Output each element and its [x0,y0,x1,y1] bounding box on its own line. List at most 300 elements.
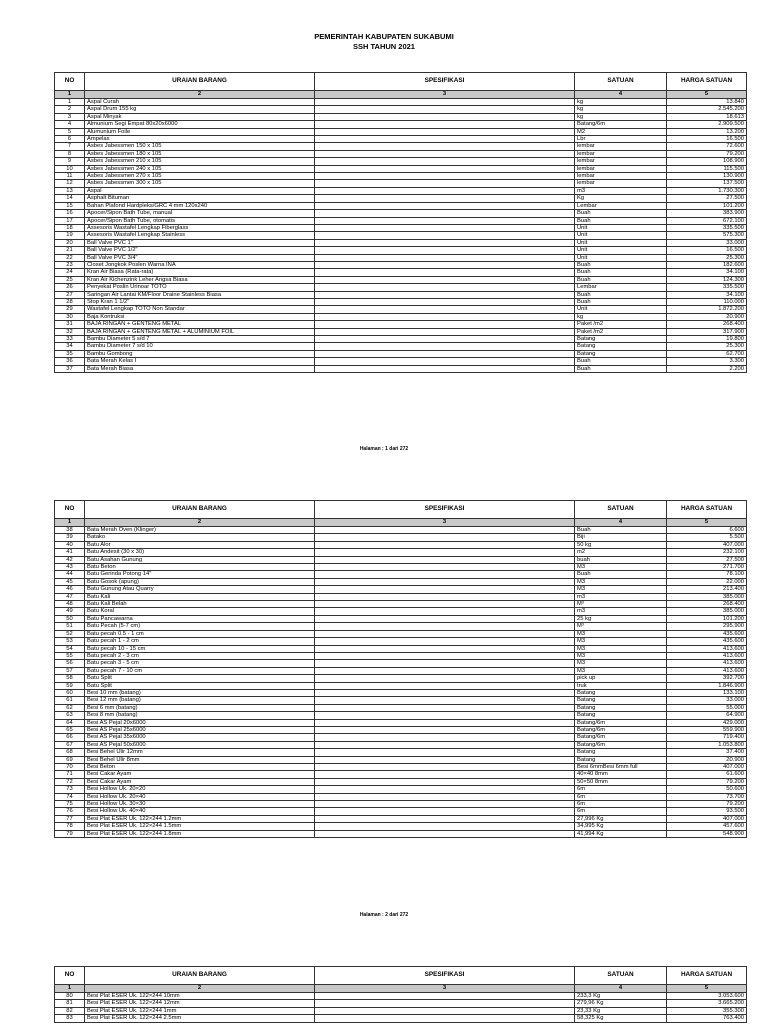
cell-item-name: BAJA RINGAN + GENTENG METAL [85,321,315,328]
column-number-specification: 3 [315,519,575,527]
table-row [55,306,747,313]
cell-no: 72 [55,778,85,785]
cell-unit-price: 34.100 [667,291,747,298]
column-header-unit-price: HARGA SATUAN [667,967,747,985]
table-row [55,830,747,837]
table-row [55,667,747,674]
cell-unit-price: 124.300 [667,276,747,283]
table-row [55,601,747,608]
cell-no: 15 [55,202,85,209]
cell-item-name: Batu pecah 10 - 15 cm [85,645,315,652]
cell-unit-price: 79.200 [667,150,747,157]
cell-no: 29 [55,306,85,313]
cell-unit-price: 268.400 [667,321,747,328]
cell-unit-price: 385.000 [667,593,747,600]
table-row [55,195,747,202]
cell-specification [315,793,575,800]
table-row [55,1007,747,1014]
cell-unit: Buah [575,571,667,578]
cell-no: 46 [55,586,85,593]
cell-unit: M3 [575,667,667,674]
cell-item-name: Besi AS Pejal 20x6000 [85,719,315,726]
cell-specification [315,734,575,741]
cell-specification [315,741,575,748]
cell-specification [315,689,575,696]
column-header-no: NO [55,967,85,985]
cell-no: 26 [55,284,85,291]
cell-unit: Batang [575,350,667,357]
table-row [55,106,747,113]
cell-unit: M2 [575,128,667,135]
cell-unit-price: 72.600 [667,143,747,150]
table-row [55,638,747,645]
cell-unit-price: 392.700 [667,675,747,682]
cell-no: 39 [55,534,85,541]
table-row [55,660,747,667]
cell-specification [315,667,575,674]
cell-specification [315,202,575,209]
table-row [55,689,747,696]
cell-specification [315,697,575,704]
cell-unit-price: 317.900 [667,328,747,335]
cell-item-name: Asbes Jabessmen 270 x 105 [85,173,315,180]
table-row [55,630,747,637]
cell-specification [315,254,575,261]
cell-unit: Lbr [575,136,667,143]
table-row [55,564,747,571]
cell-specification [315,328,575,335]
cell-specification [315,578,575,585]
cell-no: 11 [55,173,85,180]
cell-item-name: Besi Plat ESER Uk. 122×244 2.5mm [85,1015,315,1022]
table-row [55,726,747,733]
cell-item-name: Batu Split [85,675,315,682]
cell-specification [315,756,575,763]
table-row [55,615,747,622]
cell-unit: Buah [575,291,667,298]
cell-unit-price: 16.500 [667,136,747,143]
table-row [55,217,747,224]
cell-item-name: Asbes Jabessmen 300 x 105 [85,180,315,187]
cell-unit: 34,995 Kg [575,823,667,830]
table-row [55,298,747,305]
cell-no: 27 [55,291,85,298]
cell-item-name: Bambu Diameter 5 s/d 7 [85,336,315,343]
cell-unit-price: 13.840 [667,99,747,106]
cell-specification [315,173,575,180]
cell-item-name: Batu Asahan Gunung [85,556,315,563]
cell-unit: 6m [575,793,667,800]
cell-no: 45 [55,578,85,585]
cell-specification [315,719,575,726]
cell-unit: Batang [575,343,667,350]
cell-unit-price: 64.900 [667,712,747,719]
cell-unit: 58,325 Kg [575,1015,667,1022]
cell-item-name: Besi Cakar Ayam [85,778,315,785]
cell-unit-price: 27.500 [667,195,747,202]
cell-item-name: Aspal Minyak [85,113,315,120]
cell-unit-price: 55.000 [667,704,747,711]
cell-unit-price: 1.053.800 [667,741,747,748]
cell-specification [315,136,575,143]
cell-unit-price: 763.400 [667,1015,747,1022]
cell-specification [315,224,575,231]
cell-unit: Lembar [575,284,667,291]
cell-item-name: Kran Air Biasa (Rata-rata) [85,269,315,276]
table-row [55,764,747,771]
cell-unit-price: 268.400 [667,601,747,608]
cell-no: 1 [55,99,85,106]
cell-unit: lembar [575,143,667,150]
table-row [55,749,747,756]
cell-no: 36 [55,358,85,365]
cell-item-name: Asbes Jabessmen 150 x 105 [85,143,315,150]
cell-no: 73 [55,786,85,793]
cell-specification [315,638,575,645]
cell-no: 61 [55,697,85,704]
cell-item-name: Besi Plat ESER Uk. 122×244 1mm [85,1007,315,1014]
cell-item-name: Batu Kali [85,593,315,600]
table-row [55,254,747,261]
cell-item-name: Aspal [85,187,315,194]
cell-specification [315,217,575,224]
cell-unit-price: 182.600 [667,261,747,268]
cell-unit-price: 101.200 [667,202,747,209]
cell-no: 12 [55,180,85,187]
cell-unit-price: 20.900 [667,313,747,320]
cell-no: 77 [55,815,85,822]
cell-unit: kg [575,106,667,113]
cell-no: 18 [55,224,85,231]
cell-unit-price: 137.500 [667,180,747,187]
cell-item-name: Aspal Drum 155 kg [85,106,315,113]
cell-item-name: Asbes Jabessmen 240 x 105 [85,165,315,172]
table-row [55,173,747,180]
table-row [55,741,747,748]
table-row [55,224,747,231]
cell-unit: 279,96 Kg [575,1000,667,1007]
cell-specification [315,726,575,733]
cell-item-name: Bambu Diameter 7 s/d 10 [85,343,315,350]
cell-no: 37 [55,365,85,372]
cell-unit-price: 719.400 [667,734,747,741]
cell-unit-price: 383.900 [667,210,747,217]
table-row [55,712,747,719]
table-row [55,261,747,268]
cell-specification [315,261,575,268]
cell-unit: M3 [575,652,667,659]
document-title: PEMERINTAH KABUPATEN SUKABUMI [314,32,454,41]
cell-specification [315,276,575,283]
column-header-specification: SPESIFIKASI [315,967,575,985]
cell-no: 42 [55,556,85,563]
table-row [55,815,747,822]
table-row [55,645,747,652]
cell-unit-price: 429.000 [667,719,747,726]
column-number-no: 1 [55,519,85,527]
cell-unit: M3 [575,638,667,645]
cell-no: 7 [55,143,85,150]
cell-unit-price: 213.400 [667,586,747,593]
cell-specification [315,1015,575,1022]
cell-unit-price: 672.100 [667,217,747,224]
cell-unit: Buah [575,210,667,217]
cell-specification [315,645,575,652]
cell-specification [315,350,575,357]
cell-specification [315,158,575,165]
cell-item-name: Apocer/Sipon Bath Tube, manual [85,210,315,217]
cell-unit-price: 413.600 [667,652,747,659]
cell-no: 70 [55,764,85,771]
cell-no: 40 [55,541,85,548]
cell-unit: 50×50 8mm [575,778,667,785]
cell-item-name: Batu Split [85,682,315,689]
cell-unit: lembar [575,165,667,172]
cell-item-name: Saringan Air Lantai KM/Floor Draine Stainless Biasa [85,291,315,298]
cell-no: 81 [55,1000,85,1007]
column-header-unit-price: HARGA SATUAN [667,501,747,519]
table-row [55,158,747,165]
cell-unit-price: 435.600 [667,638,747,645]
cell-item-name: Ball Valve PVC 1/2" [85,247,315,254]
cell-item-name: Batu Pecah (5-7 cm) [85,623,315,630]
cell-no: 6 [55,136,85,143]
cell-unit: Batang/6m [575,719,667,726]
cell-unit-price: 559.900 [667,726,747,733]
cell-unit: lembar [575,150,667,157]
cell-unit: m3 [575,608,667,615]
table-row [55,113,747,120]
cell-unit-price: 413.600 [667,660,747,667]
column-header-unit: SATUAN [575,73,667,91]
table-row [55,541,747,548]
cell-unit-price: 18.613 [667,113,747,120]
cell-no: 10 [55,165,85,172]
column-number-unit: 4 [575,519,667,527]
table-row [55,365,747,372]
cell-item-name: Closet Jongkok Poslen Warna INA [85,261,315,268]
cell-specification [315,306,575,313]
cell-item-name: Bata Merah Kelas I [85,358,315,365]
cell-unit-price: 355.300 [667,1007,747,1014]
cell-no: 53 [55,638,85,645]
cell-unit: Unit [575,224,667,231]
cell-item-name: Bahan Plafond Hardpleks/GRC 4 mm 120x240 [85,202,315,209]
cell-specification [315,615,575,622]
cell-item-name: Besi Plat ESER Uk. 122×244 10mm [85,993,315,1000]
cell-unit-price: 3.300 [667,358,747,365]
cell-unit-price: 73.700 [667,793,747,800]
cell-item-name: Kran Air Kichenzink Leher Angsa Biasa [85,276,315,283]
cell-no: 32 [55,328,85,335]
cell-item-name: Besi 8 mm (batang) [85,712,315,719]
cell-unit: Batang/6m [575,734,667,741]
cell-item-name: Besi AS Pejal 50x6000 [85,741,315,748]
cell-no: 48 [55,601,85,608]
cell-unit: 40×40 8mm [575,771,667,778]
cell-specification [315,291,575,298]
cell-unit-price: 33.000 [667,697,747,704]
cell-specification [315,284,575,291]
table-row [55,165,747,172]
cell-specification [315,1007,575,1014]
cell-specification [315,269,575,276]
cell-unit: Buah [575,298,667,305]
cell-specification [315,99,575,106]
cell-unit: M3 [575,564,667,571]
cell-specification [315,815,575,822]
column-number-specification: 3 [315,985,575,993]
cell-item-name: Batu Gosok (apung) [85,578,315,585]
cell-specification [315,778,575,785]
document-subtitle: SSH TAHUN 2021 [353,42,415,51]
cell-no: 62 [55,704,85,711]
table-row [55,608,747,615]
cell-item-name: Bambu Gombong [85,350,315,357]
table-row [55,704,747,711]
table-row [55,593,747,600]
cell-item-name: Ball Valve PVC 3/4" [85,254,315,261]
cell-no: 79 [55,830,85,837]
column-number-unit-price: 5 [667,91,747,99]
cell-unit-price: 16.500 [667,247,747,254]
cell-specification [315,556,575,563]
cell-specification [315,786,575,793]
cell-item-name: BAJA RINGAN + GENTENG METAL + ALUMINIUM FOIL [85,328,315,335]
cell-specification [315,143,575,150]
cell-no: 68 [55,749,85,756]
cell-unit: Buah [575,261,667,268]
cell-unit-price: 6.600 [667,527,747,534]
column-header-unit: SATUAN [575,501,667,519]
cell-unit: Kg [575,195,667,202]
cell-item-name: Batu Beton [85,564,315,571]
column-header-unit: SATUAN [575,967,667,985]
cell-item-name: Besi 6 mm (batang) [85,704,315,711]
cell-specification [315,623,575,630]
cell-no: 59 [55,682,85,689]
cell-specification [315,336,575,343]
cell-unit-price: 133.100 [667,689,747,696]
cell-unit: buah [575,556,667,563]
cell-unit: Batang [575,704,667,711]
cell-no: 56 [55,660,85,667]
cell-specification [315,106,575,113]
column-number-specification: 3 [315,91,575,99]
table-row [55,232,747,239]
cell-unit-price: 335.500 [667,284,747,291]
cell-unit: Buah [575,269,667,276]
cell-item-name: Besi AS Pejal 25x6000 [85,726,315,733]
table-row [55,993,747,1000]
cell-unit: Unit [575,247,667,254]
cell-unit-price: 62.700 [667,350,747,357]
cell-no: 60 [55,689,85,696]
table-row [55,719,747,726]
cell-no: 52 [55,630,85,637]
cell-unit-price: 27.500 [667,556,747,563]
cell-unit: Unit [575,239,667,246]
table-row [55,343,747,350]
cell-unit-price: 25.300 [667,343,747,350]
cell-item-name: Besi Plat ESER Uk. 122×244 1.8mm [85,830,315,837]
cell-specification [315,313,575,320]
cell-no: 71 [55,771,85,778]
cell-item-name: Batu pecah 0.5 - 1 cm [85,630,315,637]
cell-item-name: Almunium Segi Empat 80x20x6000 [85,121,315,128]
cell-unit: Buah [575,276,667,283]
cell-specification [315,712,575,719]
table-row [55,313,747,320]
cell-unit: Batang/6m [575,741,667,748]
cell-item-name: Batu pecah 3 - 5 cm [85,660,315,667]
cell-unit: kg [575,313,667,320]
cell-unit-price: 1.872.200 [667,306,747,313]
column-number-item-name: 2 [85,985,315,993]
cell-no: 38 [55,527,85,534]
cell-no: 16 [55,210,85,217]
cell-no: 76 [55,808,85,815]
table-row [55,756,747,763]
cell-unit: 50 kg [575,541,667,548]
cell-specification [315,365,575,372]
cell-item-name: Ball Valve PVC 1" [85,239,315,246]
cell-item-name: Besi Hollow Uk. 30×30 [85,801,315,808]
column-header-specification: SPESIFIKASI [315,73,575,91]
table-row [55,1015,747,1022]
cell-unit-price: 3.665.200 [667,1000,747,1007]
cell-specification [315,247,575,254]
cell-no: 25 [55,276,85,283]
price-table-page-1 [54,72,747,373]
cell-item-name: Bata Merah Oven (Klinger) [85,527,315,534]
column-number-item-name: 2 [85,519,315,527]
cell-specification [315,534,575,541]
column-number-no: 1 [55,91,85,99]
cell-item-name: Ampelas [85,136,315,143]
cell-no: 9 [55,158,85,165]
cell-unit-price: 78.100 [667,571,747,578]
cell-no: 47 [55,593,85,600]
cell-unit: Batang [575,697,667,704]
cell-no: 19 [55,232,85,239]
cell-specification [315,121,575,128]
table-row [55,808,747,815]
cell-no: 14 [55,195,85,202]
cell-no: 43 [55,564,85,571]
cell-item-name: Besi Plat ESER Uk. 122×244 1.2mm [85,815,315,822]
cell-unit-price: 271.700 [667,564,747,571]
cell-no: 83 [55,1015,85,1022]
cell-unit: M3 [575,586,667,593]
cell-unit: pick up [575,675,667,682]
cell-unit: 6m [575,808,667,815]
cell-item-name: Besi Behel Ulir 8mm [85,756,315,763]
column-header-no: NO [55,73,85,91]
column-number-item-name: 2 [85,91,315,99]
cell-item-name: Besi Hollow Uk. 40×40 [85,808,315,815]
cell-unit: 23,33 Kg [575,1007,667,1014]
cell-item-name: Penyekat Poslin Urinoar TOTO [85,284,315,291]
cell-no: 64 [55,719,85,726]
table-row [55,556,747,563]
cell-unit-price: 2.545.200 [667,106,747,113]
table-row [55,534,747,541]
table-row [55,150,747,157]
table-row [55,527,747,534]
column-number-no: 1 [55,985,85,993]
table-row [55,128,747,135]
